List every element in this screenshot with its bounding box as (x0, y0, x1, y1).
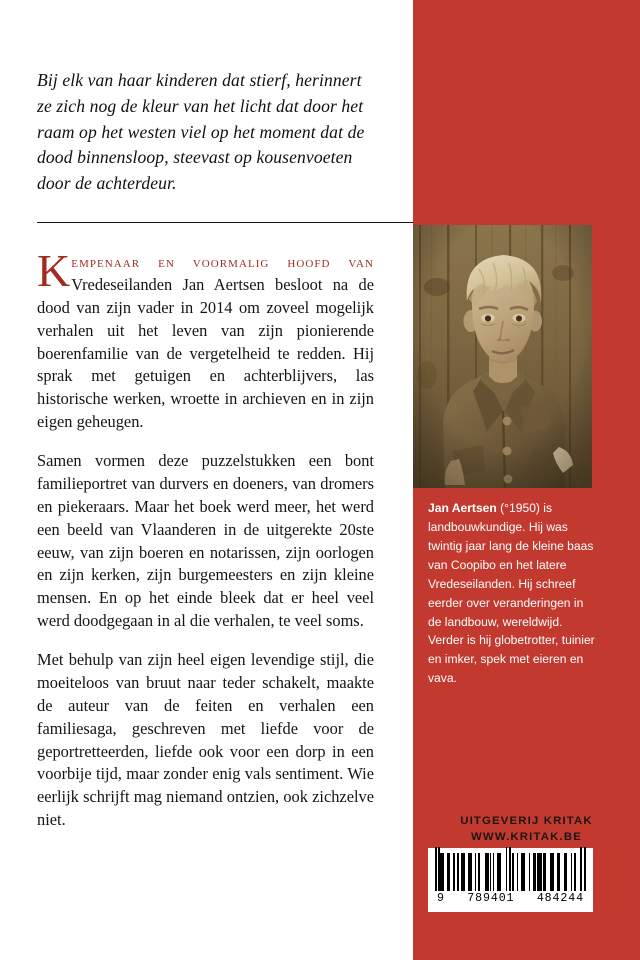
barcode-digit-group-1: 789401 (467, 892, 515, 905)
drop-cap-letter: K (37, 245, 71, 296)
blurb-paragraph-2: Samen vormen deze puzzelstukken een bont familieportret van durvers en doeners, van dromers en piekeraars. Maar het boek werd meer, het werd een beeld van Vlaanderen in de uitgerekte 20ste eeuw, van zijn boeren en notarissen, zijn oorlogen en zijn kerken, zijn burgemeesters en zijn kleine mensen. En op het einde bleek dat er heel veel werd doodgegaan in al die verhalen, te veel soms. (37, 451, 374, 631)
author-bio (428, 499, 595, 688)
blurb-paragraph-1-text: Vredeseilanden Jan Aertsen besloot na de dood van zijn vader in 2014 om zoveel mogelijk verhalen uit het leven van zijn pionierende boerenfamilie van de vergetelheid te redden. Hij sprak met getuigen en achterblijvers, las historische werken, wroette in archieven en in zijn eigen geheugen. (37, 274, 374, 432)
left-text-column (37, 0, 377, 960)
pull-quote: Bij elk van haar kinderen dat stierf, herinnert ze zich nog de kleur van het licht dat door het raam op het westen viel op het moment dat de dood binnensloop, steevast op kousenvoeten door de achterdeur. (37, 70, 365, 194)
sepia-portrait-image (413, 225, 592, 488)
barcode-digit-group-2: 484244 (536, 892, 584, 905)
publisher-block (413, 813, 640, 845)
barcode-bar (584, 847, 586, 891)
barcode-digits (435, 891, 586, 905)
blurb-paragraph-1 (37, 245, 374, 434)
author-bio-text: (°1950) is landbouwkundige. Hij was twintig jaar lang de kleine baas van Coopibo en het latere Vredeseilanden. Hij schreef eerder over veranderingen in de landbouw, wereldwijd. Verder is hij globetrotter, tuinier en imker, spek met eieren en vava. (428, 501, 595, 686)
author-childhood-photo (413, 225, 592, 488)
author-name: Jan Aertsen (428, 501, 497, 515)
publisher-name: UITGEVERIJ KRITAK (460, 815, 593, 827)
barcode-bars (435, 853, 586, 891)
blurb-body-copy (37, 245, 374, 832)
horizontal-rule-divider (37, 222, 413, 223)
publisher-website[interactable]: WWW.KRITAK.BE (471, 831, 582, 844)
opening-small-caps: empenaar en voormalig hoofd van (71, 252, 374, 271)
isbn-barcode (428, 848, 593, 912)
blurb-paragraph-3: Met behulp van zijn heel eigen levendige stijl, die moeiteloos van bruut naar teder schakelt, maakte de auteur van de feiten en verhalen een familiesaga, geschreven met liefde voor de geportretteerden, liefde ook voor een dorp in een voorbije tijd, maar zonder enig vals sentiment. Wie eerlijk schrijft mag niemand ontzien, ook zichzelve niet. (37, 650, 374, 830)
barcode-digit-left: 9 (437, 892, 445, 905)
